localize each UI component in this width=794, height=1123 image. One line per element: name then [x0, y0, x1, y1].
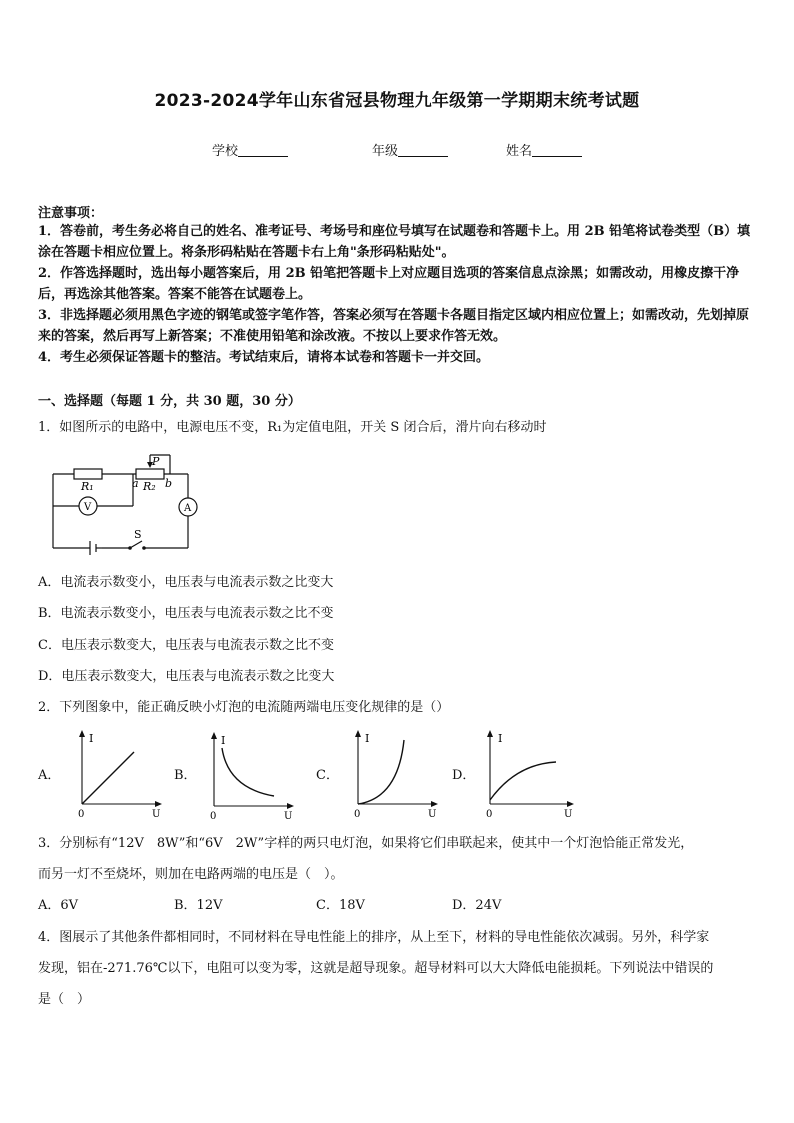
name-label: 姓名	[506, 144, 533, 159]
q1-option-a[interactable]: A．电流表示数变小，电压表与电流表示数之比变大	[38, 575, 334, 590]
graph-b-origin: 0	[210, 811, 217, 822]
r2-label: R₂	[143, 480, 156, 493]
grade-blank[interactable]	[398, 144, 448, 157]
graph-d-origin: 0	[486, 809, 493, 820]
q2-option-d-label[interactable]: D．	[452, 768, 476, 783]
graph-a-origin: 0	[78, 809, 85, 820]
note-item-2: 2．作答选择题时，选出每小题答案后，用 2B 铅笔把答题卡上对应题目选项的答案信息点涂黑；如需改动，用橡皮擦干净后，再选涂其他答案。答案不能答在试题卷上。	[38, 266, 740, 302]
q1-stem: 1．如图所示的电路中，电源电压不变，R₁为定值电阻，开关 S 闭合后，滑片向右移动时	[38, 420, 547, 435]
graph-c-xlabel: U	[428, 809, 437, 820]
graph-b-xlabel: U	[284, 811, 293, 822]
q2-option-a-label[interactable]: A．	[38, 768, 61, 783]
switch-label: S	[134, 528, 142, 541]
name-blank[interactable]	[532, 144, 582, 157]
q4-line-1: 4．图展示了其他条件都相同时，不同材料在导电性能上的排序，从上至下，材料的导电性能依次减弱。另外，科学家	[38, 930, 710, 945]
section-heading: 一、选择题（每题 1 分，共 30 题，30 分）	[38, 394, 301, 409]
school-label: 学校	[212, 144, 239, 159]
q4-line-3: 是（ ）	[38, 992, 91, 1007]
q1-option-d[interactable]: D．电压表示数变大，电压表与电流表示数之比变大	[38, 669, 335, 684]
q3-stem-line-2: 而另一灯不至烧坏，则加在电路两端的电压是（ ）。	[38, 867, 344, 882]
q2-graph-c	[348, 728, 443, 820]
q2-option-c-label[interactable]: C．	[316, 768, 339, 783]
q3-stem-line-1: 3．分别标有“12V 8W”和“6V 2W”字样的两只电灯泡，如果将它们串联起来，使其中一个灯泡恰能正常发光，	[38, 836, 694, 851]
note-item-4: 4．考生必须保证答题卡的整洁。考试结束后，请将本试卷和答题卡一并交回。	[38, 350, 490, 365]
q2-graph-b	[204, 730, 299, 822]
note-item-3: 3．非选择题必须用黑色字迹的钢笔或签字笔作答，答案必须写在答题卡各题目指定区域内相应位置上；如需改动，先划掉原来的答案，然后再写上新答案；不准使用铅笔和涂改液。不按以上要求作答无效。	[38, 308, 750, 344]
r1-label: R₁	[81, 480, 94, 493]
exam-title: 2023-2024学年山东省冠县物理九年级第一学期期末统考试题	[154, 91, 640, 111]
graph-d-xlabel: U	[564, 809, 573, 820]
q1-option-c[interactable]: C．电压表示数变大，电压表与电流表示数之比不变	[38, 638, 334, 653]
voltmeter-label: V	[84, 502, 92, 513]
q3-option-b[interactable]: B．12V	[174, 898, 223, 913]
note-item-1: 1．答卷前，考生务必将自己的姓名、准考证号、考场号和座位号填写在试题卷和答题卡上。用 2B 铅笔将试卷类型（B）填涂在答题卡相应位置上。将条形码粘贴在答题卡右上角"条形码粘贴处"。	[38, 224, 751, 260]
name-field	[506, 140, 582, 159]
slider-p-label: P	[152, 455, 160, 468]
q2-stem: 2．下列图象中，能正确反映小灯泡的电流随两端电压变化规律的是（）	[38, 700, 450, 715]
graph-b-ylabel: I	[221, 734, 226, 747]
graph-c-origin: 0	[354, 809, 361, 820]
terminal-a-label: a	[132, 477, 139, 490]
graph-a-xlabel: U	[152, 809, 161, 820]
q2-graph-a	[72, 728, 167, 820]
notes-heading: 注意事项：	[38, 206, 104, 221]
q3-option-d[interactable]: D．24V	[452, 898, 502, 913]
grade-field	[372, 140, 448, 159]
q2-option-b-label[interactable]: B．	[174, 768, 197, 783]
q1-circuit-diagram	[48, 450, 203, 555]
q4-line-2: 发现，铝在-271.76℃以下，电阻可以变为零，这就是超导现象。超导材料可以大大降低电能损耗。下列说法中错误的	[38, 961, 714, 976]
school-field	[212, 140, 288, 159]
q2-graph-d	[480, 728, 580, 820]
terminal-b-label: b	[165, 477, 173, 490]
school-blank[interactable]	[238, 144, 288, 157]
graph-d-ylabel: I	[498, 732, 503, 745]
q3-option-c[interactable]: C．18V	[316, 898, 365, 913]
q3-option-a[interactable]: A．6V	[38, 898, 79, 913]
graph-c-ylabel: I	[365, 732, 370, 745]
q1-option-b[interactable]: B．电流表示数变小，电压表与电流表示数之比不变	[38, 606, 334, 621]
grade-label: 年级	[372, 144, 399, 159]
graph-a-ylabel: I	[89, 732, 94, 745]
ammeter-label: A	[184, 503, 192, 514]
